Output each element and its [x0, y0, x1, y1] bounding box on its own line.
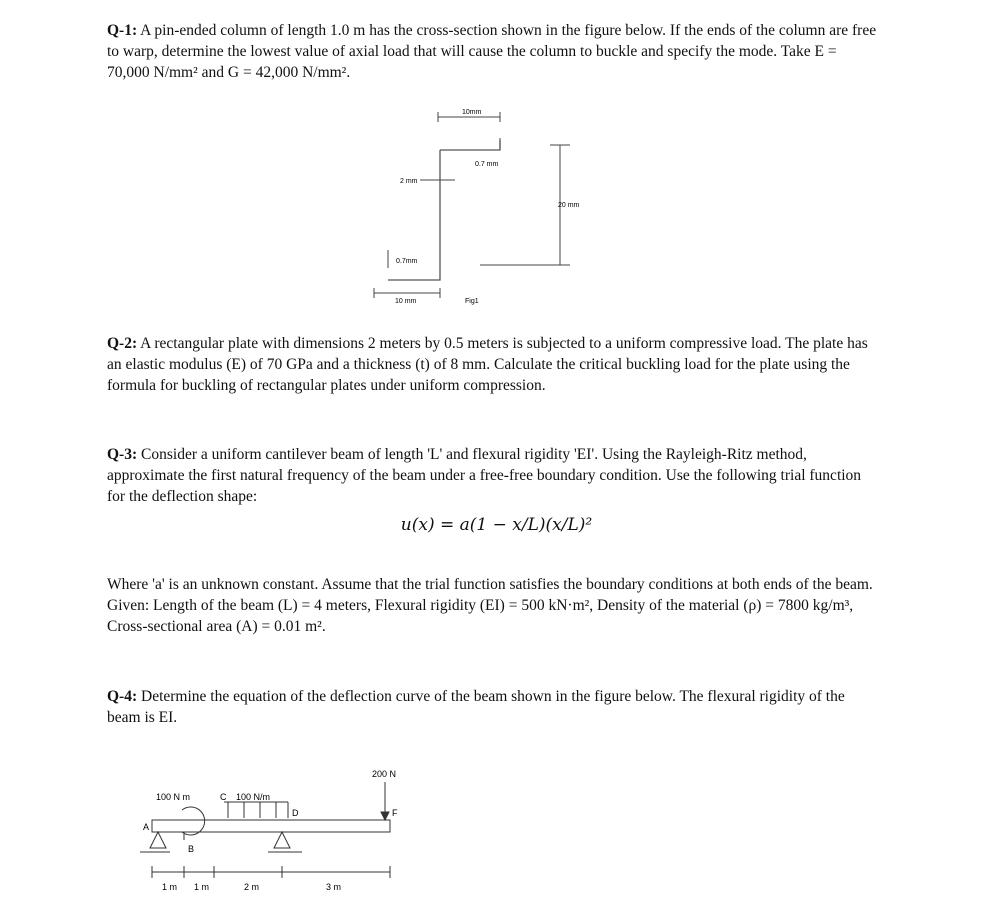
fig1-dim-left-lip: 2 mm [400, 178, 418, 185]
fig2-label-c: C [220, 792, 227, 802]
fig2-label-d: D [292, 808, 299, 818]
question-3 [107, 444, 877, 507]
fig2-label-f: F [392, 808, 398, 818]
fig2-point-load: 200 N [372, 769, 397, 779]
fig2-label-a: A [143, 822, 150, 832]
question-1 [107, 20, 877, 83]
fig2-dim-4: 3 m [326, 882, 342, 892]
trial-function-equation: u(x) = a(1 − x/L)(x/L)² [400, 515, 593, 535]
fig2-dim-1: 1 m [162, 882, 178, 892]
question-4-label: Q-4: [107, 688, 138, 705]
question-2-text: A rectangular plate with dimensions 2 meters by 0.5 meters is subjected to a uniform compressive load. The plate has an elastic modulus (E) of 70 GPa and a thickness (t) of 8 mm. Calculate the critical buckling load for the plate using the formula for buckling of rectangular plates under uniform compression. [107, 335, 868, 394]
fig2-dim-2: 1 m [194, 882, 210, 892]
fig2-moment: 100 N m [156, 792, 191, 802]
question-3-text: Consider a uniform cantilever beam of length 'L' and flexural rigidity 'EI'. Using the Rayleigh-Ritz method, approximate the first natural frequency of the beam under a free-free boundary condition. Use the following trial function for the deflection shape: [107, 446, 862, 505]
question-4 [107, 686, 877, 728]
figure-1-cross-section [360, 100, 600, 310]
fig1-dim-thickness-bottom: 0.7mm [396, 258, 418, 265]
fig2-dist-load: 100 N/m [236, 792, 271, 802]
question-3-continued: Where 'a' is an unknown constant. Assume that the trial function satisfies the boundary conditions at both ends of the beam. Given: Length of the beam (L) = 4 meters, Flexural rigidity (EI) = 500 kN·m², Density of the material (ρ) = 7800 kg/m³, Cross-sectional area (A) = 0.01 m². [107, 576, 873, 635]
fig2-label-b: B [188, 844, 195, 854]
fig2-dim-3: 2 m [244, 882, 260, 892]
question-4-text: Determine the equation of the deflection curve of the beam shown in the figure below. The flexural rigidity of the beam is EI. [107, 688, 845, 726]
figure-2-beam [140, 760, 410, 910]
question-2-label: Q-2: [107, 335, 138, 352]
fig1-dim-top: 10mm [462, 109, 482, 116]
fig1-caption: Fig1 [465, 298, 479, 305]
question-2 [107, 333, 877, 396]
question-3-label: Q-3: [107, 446, 138, 463]
question-1-label: Q-1: [107, 22, 138, 39]
fig1-dim-height: 20 mm [558, 202, 580, 209]
fig1-dim-bottom: 10 mm [395, 298, 417, 305]
fig1-dim-thickness-top: 0.7 mm [475, 161, 499, 168]
question-1-text: A pin-ended column of length 1.0 m has the cross-section shown in the figure below. If the ends of the column are free to warp, determine the lowest value of axial load that will cause the column to buckle and specify the mode. Take E = 70,000 N/mm² and G = 42,000 N/mm². [107, 22, 877, 81]
